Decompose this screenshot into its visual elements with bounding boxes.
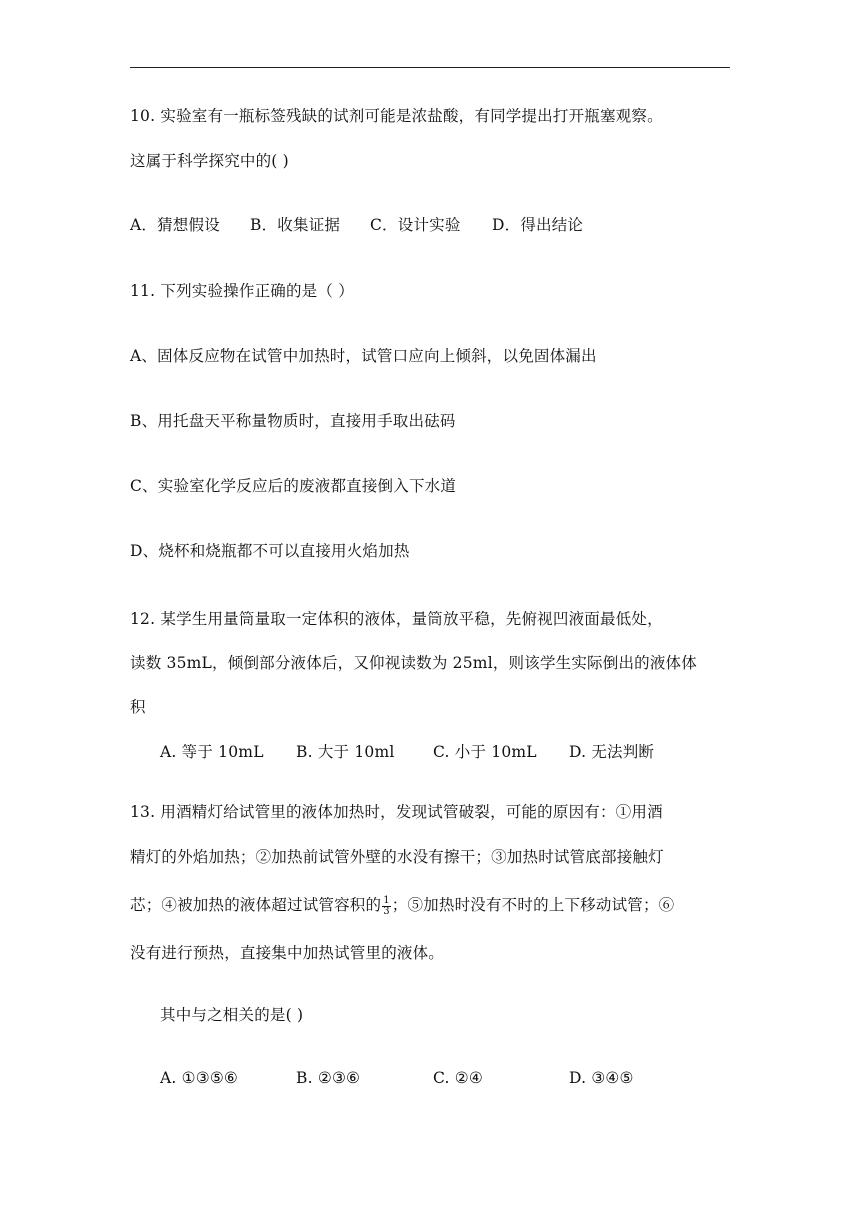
q11-stem: 11. 下列实验操作正确的是（ ） [130, 282, 354, 300]
q13-option-c: C. ②④ [433, 1069, 483, 1087]
q12-option-c: C. 小于 10mL [433, 743, 537, 761]
one-third-fraction: $\frac{1}{3}$ [383, 894, 390, 917]
q13-option-b: B. ②③⑥ [296, 1069, 361, 1087]
q13-stem-line1: 13. 用酒精灯给试管里的液体加热时，发现试管破裂，可能的原因有：①用酒 [130, 803, 663, 821]
q13-line3-before: 芯；④被加热的液体超过试管容积的 [130, 896, 382, 914]
q12-option-b: B. 大于 10ml [296, 743, 395, 761]
q13-option-a: A. ①③⑤⑥ [160, 1069, 239, 1087]
q10-option-d: D．得出结论 [492, 216, 584, 234]
q12-stem-line2: 读数 35mL，倾倒部分液体后，又仰视读数为 25ml，则该学生实际倒出的液体体 [130, 654, 697, 672]
q10-option-b: B．收集证据 [250, 216, 341, 234]
q11-option-d: D、烧杯和烧瓶都不可以直接用火焰加热 [130, 542, 410, 560]
q13-subquestion: 其中与之相关的是( ) [160, 1006, 304, 1024]
header-rule [130, 67, 730, 68]
q13-option-d: D. ③④⑤ [569, 1069, 634, 1087]
q12-stem-line1: 12. 某学生用量筒量取一定体积的液体，量筒放平稳，先俯视凹液面最低处， [130, 610, 663, 628]
q10-stem-line1: 10. 实验室有一瓶标签残缺的试剂可能是浓盐酸，有同学提出打开瓶塞观察。 [130, 107, 663, 125]
q13-stem-line4: 没有进行预热，直接集中加热试管里的液体。 [130, 944, 445, 962]
q11-option-a: A、固体反应物在试管中加热时，试管口应向上倾斜，以免固体漏出 [130, 347, 597, 365]
q10-option-c: C．设计实验 [370, 216, 461, 234]
q13-stem-line2: 精灯的外焰加热；②加热前试管外壁的水没有擦干；③加热时试管底部接触灯 [130, 848, 664, 866]
q11-option-b: B、用托盘天平称量物质时，直接用手取出砝码 [130, 412, 456, 430]
q12-stem-line3: 积 [130, 698, 146, 716]
q10-stem-line2: 这属于科学探究中的( ) [130, 152, 289, 170]
q12-option-d: D. 无法判断 [569, 743, 655, 761]
q10-option-a: A．猜想假设 [130, 216, 220, 234]
q11-option-c: C、实验室化学反应后的废液都直接倒入下水道 [130, 477, 457, 495]
q13-line3-after: ；⑤加热时没有不时的上下移动试管；⑥ [391, 896, 675, 914]
q13-stem-line3 [130, 895, 674, 917]
q12-option-a: A. 等于 10mL [160, 743, 264, 761]
